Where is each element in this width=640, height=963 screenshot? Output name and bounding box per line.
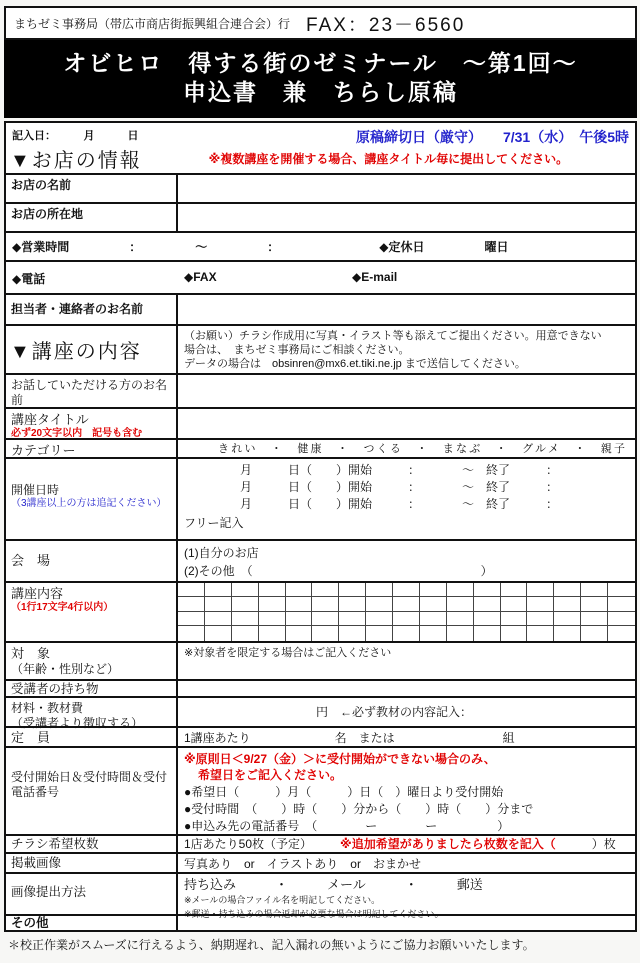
category-options: きれい ・ 健康 ・ つくる ・ まなぶ ・ グルメ ・ 親子 [218,442,625,455]
shop-name-row [6,173,635,202]
banner-title-line1: オビヒロ 得する街のゼミナール ～第1回～ [63,50,578,76]
submit-note2: ※郵送・持ち込みの場合返却が必要な場合は明記してください。 [184,908,444,919]
submit-field [178,874,635,919]
reception-note-line1: ※原則日＜9/27（金）＞に受付開始ができない場合のみ、 [184,751,496,766]
capacity-field: 1講座あたり 名 または 組 [184,730,515,745]
course-note-line3: データの場合は obsinren@mx6.et.tiki.ne.jp まで送信してください。 [184,358,526,371]
flyer-label: チラシ希望枚数 [6,836,178,852]
content-grid-cell [501,626,528,641]
category-label: カテゴリー [6,440,178,457]
image-row [6,852,635,872]
content-grid-cell [527,597,554,612]
email-label: ◆E-mail [352,269,398,284]
content-grid-cell [339,583,366,598]
reception-row [6,746,635,834]
course-content-label: 講座内容 [11,585,64,601]
reception-phone: ●申込み先の電話番号 （ ー ー ） [184,818,510,833]
course-content-label-cell [6,583,178,641]
content-grid-cell [474,612,501,627]
belongings-row [6,679,635,696]
venue-field [178,541,635,581]
content-grid-cell [447,583,474,598]
content-grid-cell [608,612,635,627]
content-grid-cell [447,612,474,627]
capacity-row [6,726,635,746]
content-grid [178,583,635,641]
content-grid-cell [312,626,339,641]
entry-date-label: 記入日： 月 日 [12,129,139,142]
closed-day-label: ◆定休日 [379,239,425,254]
shop-address-row [6,202,635,231]
content-grid-cell [232,597,259,612]
course-title-label-cell [6,409,178,438]
materials-field: 円 ←必ず教材の内容記入： [316,704,473,719]
flyer-field [178,836,635,852]
content-grid-cell [232,612,259,627]
reception-hours: ●受付時間 （ ）時（ ）分から（ ）時（ ）分まで [184,801,534,816]
content-grid-cell [501,583,528,598]
course-section-header [6,324,635,373]
form-table [4,121,637,932]
target-row [6,641,635,679]
schedule-line: 月 日（ ）開始 ： ～ 終了 ： [240,479,559,494]
reception-field [178,748,635,834]
content-grid-cell [312,612,339,627]
content-grid-cell [393,583,420,598]
title-banner [4,40,637,118]
business-hours-row [6,231,635,260]
reception-note-line2: 希望日をご記入ください。 [198,768,343,783]
course-note-line2: 場合は、 まちゼミ事務局にご相談ください。 [184,343,410,356]
content-grid-cell [393,626,420,641]
target-note: ※対象者を限定する場合はご記入ください [184,646,392,659]
speaker-label: お話していただける方のお名前 [6,375,178,407]
schedule-line: 月 日（ ）開始 ： ～ 終了 ： [240,462,559,477]
content-grid-cell [339,612,366,627]
content-grid-cell [205,583,232,598]
belongings-label: 受講者の持ち物 [6,681,178,696]
materials-label-cell [6,698,178,730]
category-row [6,438,635,457]
content-grid-cell [554,626,581,641]
materials-sublabel: （受講者より徴収する） [11,715,144,730]
content-grid-cell [286,612,313,627]
course-title-label: 講座タイトル [11,411,89,427]
content-grid-cell [178,612,205,627]
banner-title-line2: 申込書 兼 ちらし原稿 [183,78,458,105]
course-section-title: ▼講座の内容 [10,340,142,363]
course-content-note: （1行17文字4行以内） [11,601,114,613]
content-grid-cell [393,612,420,627]
content-grid-cell [259,612,286,627]
venue-label: 会 場 [6,541,178,581]
reception-label: 受付開始日＆受付時間＆受付電話番号 [6,748,178,834]
materials-row [6,696,635,730]
other-label: その他 [6,916,178,930]
schedule-field [178,459,635,539]
content-grid-cell [259,626,286,641]
content-grid-cell [178,597,205,612]
reception-desired-date: ●希望日（ ）月（ ）日（ ）曜日より受付開始 [184,785,504,800]
content-grid-cell [554,583,581,598]
course-title-field [178,409,635,438]
content-grid-cell [447,626,474,641]
content-grid-cell [286,626,313,641]
fax-header [4,6,637,40]
content-grid-cell [420,626,447,641]
speaker-row [6,373,635,407]
content-grid-cell [366,583,393,598]
content-grid-cell [420,597,447,612]
shop-section-title: ▼お店の情報 [10,150,142,172]
course-section-note [178,326,635,373]
content-grid-cell [581,583,608,598]
course-note-line1: （お願い）チラシ作成用に写真・イラスト等も添えてご提出ください。用意できない [184,329,602,342]
business-hours-cell [6,233,514,260]
content-grid-cell [339,626,366,641]
content-grid-cell [554,612,581,627]
content-grid-cell [554,597,581,612]
content-grid-cell [527,626,554,641]
content-grid-cell [420,612,447,627]
content-grid-cell [178,626,205,641]
content-grid-cell [527,612,554,627]
content-grid-cell [205,597,232,612]
shop-address-label: お店の所在地 [6,204,178,231]
entry-date-row [6,123,635,147]
schedule-free-entry: フリー記入 [184,515,244,530]
submit-row [6,872,635,919]
content-grid-cell [205,612,232,627]
contact-row [6,293,635,324]
venue-option-own-shop: (1)自分のお店 [184,545,259,560]
business-hours-label: ◆営業時間 ： ～ ： [12,239,280,254]
content-grid-cell [581,597,608,612]
course-section-title-cell [6,326,178,373]
venue-option-other: (2)その他 （ ） [184,563,493,578]
speaker-field [178,375,635,407]
schedule-label-cell [6,459,178,539]
other-field [178,916,635,930]
shop-section-header [6,147,635,173]
materials-label: 材料・教材費 [11,700,84,715]
deadline-label: 原稿締切日（厳守） 7/31（水） 午後5時 [355,128,629,145]
content-grid-cell [527,583,554,598]
shop-name-label: お店の名前 [6,175,178,202]
image-field: 写真あり or イラストあり or おまかせ [184,856,421,871]
content-grid-cell [474,583,501,598]
content-grid-cell [474,626,501,641]
content-grid-cell [259,597,286,612]
course-content-row [6,581,635,641]
contact-label: 担当者・連絡者のお名前 [6,295,178,324]
content-grid-cell [366,612,393,627]
submit-options: 持ち込み ・ メール ・ 郵送 [184,876,483,892]
content-grid-cell [232,583,259,598]
content-grid-cell [474,597,501,612]
flyer-value: 1店あたり50枚（予定） [184,836,313,851]
faxline-label: ◆FAX [184,269,217,284]
content-grid-cell [286,597,313,612]
content-grid-cell [447,597,474,612]
shop-name-field [178,175,635,202]
phone-label: ◆電話 [12,271,46,286]
content-grid-cell [312,597,339,612]
content-grid-cell [232,626,259,641]
venue-row [6,539,635,581]
image-label: 掲載画像 [6,854,178,872]
content-grid-cell [366,597,393,612]
content-grid-cell [581,626,608,641]
content-grid-cell [501,612,528,627]
flyer-row [6,834,635,852]
content-grid-cell [178,583,205,598]
content-grid-cell [608,626,635,641]
submit-note1: ※メールの場合ファイル名を明記してください。 [184,895,381,906]
content-grid-cell [259,583,286,598]
content-grid-cell [339,597,366,612]
schedule-note: （3講座以上の方は追記ください） [11,497,167,509]
target-sublabel: （年齢・性別など） [11,661,120,676]
schedule-label: 開催日時 [11,482,60,497]
content-grid-cell [501,597,528,612]
content-grid-cell [608,583,635,598]
content-grid-cell [205,626,232,641]
footer-note: ＊校正作業がスムーズに行えるよう、納期遅れ、記入漏れの無いようにご協力お願いいたします。 [8,937,535,952]
contact-field [178,295,635,324]
belongings-field [178,681,635,696]
shop-section-note: ※複数講座を開催する場合、講座タイトル毎に提出してください。 [208,152,569,166]
fax-number: FAX：23－6560 [306,14,466,36]
content-grid-cell [420,583,447,598]
target-label: 対 象 [11,645,51,661]
recipient-label: まちゼミ事務局（帯広市商店街振興組合連合会）行 [14,16,291,31]
shop-address-field [178,204,635,231]
closed-day-suffix: 曜日 [484,239,509,254]
course-title-note: 必ず20文字以内 記号も含む [11,427,143,439]
phone-row [6,260,635,293]
content-grid-cell [608,597,635,612]
target-label-cell [6,643,178,679]
flyer-extra-suffix: ）枚 [555,836,616,851]
schedule-row [6,457,635,539]
other-row [6,914,635,930]
phone-cell [6,262,403,293]
content-grid-cell [581,612,608,627]
content-grid-cell [286,583,313,598]
submit-label: 画像提出方法 [6,874,178,914]
flyer-extra-note: ※追加希望がありましたら枚数を記入（ [340,836,556,851]
content-grid-cell [366,626,393,641]
course-content-field [178,583,635,641]
course-title-row [6,407,635,438]
content-grid-cell [393,597,420,612]
content-grid-cell [312,583,339,598]
schedule-line: 月 日（ ）開始 ： ～ 終了 ： [240,497,559,512]
capacity-label: 定 員 [6,728,178,746]
